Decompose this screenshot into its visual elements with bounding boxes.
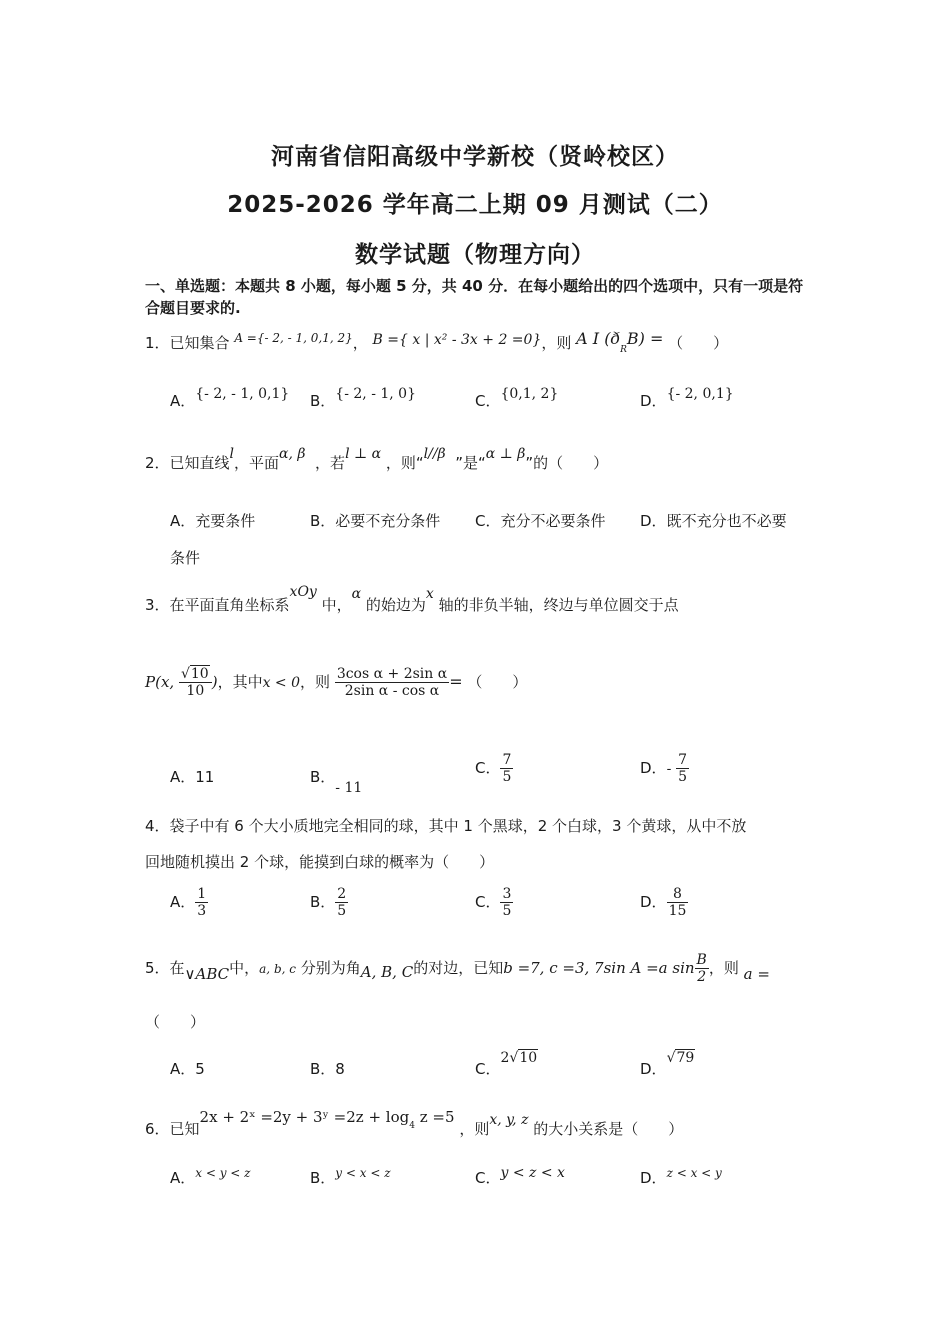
question-3-formula: P(x, $\frac{√10}{10}$ )，其中x < 0，则 $\frac{\text{3cos α + 2sin α}}{\text{2sin α - cos α}}$ = （ ） — [145, 666, 528, 699]
option-d: D．- $\frac{7}{5}$ — [640, 752, 687, 785]
option-b: B．必要不充分条件 — [310, 512, 441, 530]
exam-subject-title: 数学试题（物理方向） — [355, 242, 595, 268]
question-6-stem: 6．已知2x + 2ˣ =2y + 3ʸ $=2z + \log_4 z =5$ ，则x, y, z 的大小关系是（ ） — [145, 1108, 684, 1138]
option-d: D．{- 2, 0,1} — [640, 386, 734, 410]
option-d: D． $\frac{8}{15}$ — [640, 886, 687, 919]
option-c: C．2√10 — [475, 1050, 538, 1078]
question-3-stem: 3．在平面直角坐标系xOy 中，α 的始边为x 轴的非负半轴，终边与单位圆交于点 — [145, 584, 679, 614]
option-b: B．$^{y < x < z}$ — [310, 1166, 391, 1187]
question-5-paren: （ ） — [145, 1013, 206, 1031]
option-c: C．{0,1, 2} — [475, 386, 559, 410]
option-c: C． $\frac{3}{5}$ — [475, 886, 512, 919]
option-b: B．- 11 — [310, 768, 363, 796]
option-c: C．y < z < x — [475, 1165, 565, 1187]
option-a: A． $\frac{1}{3}$ — [170, 886, 207, 919]
question-1-stem: 1．已知集合 $^{A =\{- 2, - 1, 0,1, 2\}}$， B ={ x | x² - 3x + 2 =0}，则 A I $(ð_RB)$ = （ ） — [145, 329, 729, 355]
option-a: A．5 — [170, 1060, 205, 1078]
option-c: C．充分不必要条件 — [475, 512, 606, 530]
option-c: C． $\frac{7}{5}$ — [475, 752, 512, 785]
option-b: B．8 — [310, 1060, 345, 1078]
option-b: B．{- 2, - 1, 0} — [310, 386, 416, 410]
option-d: D．既不充分也不必要 — [640, 512, 787, 530]
exam-school-title: 河南省信阳高级中学新校（贤岭校区） — [271, 144, 679, 170]
section-heading: 一、单选题：本题共 8 小题，每小题 5 分，共 40 分．在每小题给出的四个选项中，只有一项是符合题目要求的. — [145, 277, 804, 317]
option-d-wrap: 条件 — [170, 549, 201, 567]
option-d: D．$^{z < x < y}$ — [640, 1166, 722, 1187]
option-a: A．11 — [170, 768, 215, 786]
option-a: A．$^{x < y < z}$ — [170, 1166, 251, 1187]
option-b: B． $\frac{2}{5}$ — [310, 886, 347, 919]
question-4-line2: 回地随机摸出 2 个球，能摸到白球的概率为（ ） — [145, 853, 495, 871]
option-d: D．√79 — [640, 1050, 695, 1078]
question-2-stem: 2．已知直线l，平面α, β ，若l ⊥ α ，则“l//β ”是“α ⊥ β”的（ ） — [145, 446, 609, 472]
option-a: A．充要条件 — [170, 512, 256, 530]
question-4-line1: 4．袋子中有 6 个大小质地完全相同的球，其中 1 个黑球，2 个白球，3 个黄球，从中不放 — [145, 817, 747, 835]
exam-term-title: 2025-2026 学年高二上期 09 月测试（二） — [227, 192, 723, 218]
question-5-stem: 5．在∨ABC中，a, b, c 分别为角A, B, C的对边，已知b =7, c =3, 7sin A =a sin $\frac{B}{2}$ ，则 a = — [145, 952, 770, 985]
option-a: A．{- 2, - 1, 0,1} — [170, 386, 290, 410]
